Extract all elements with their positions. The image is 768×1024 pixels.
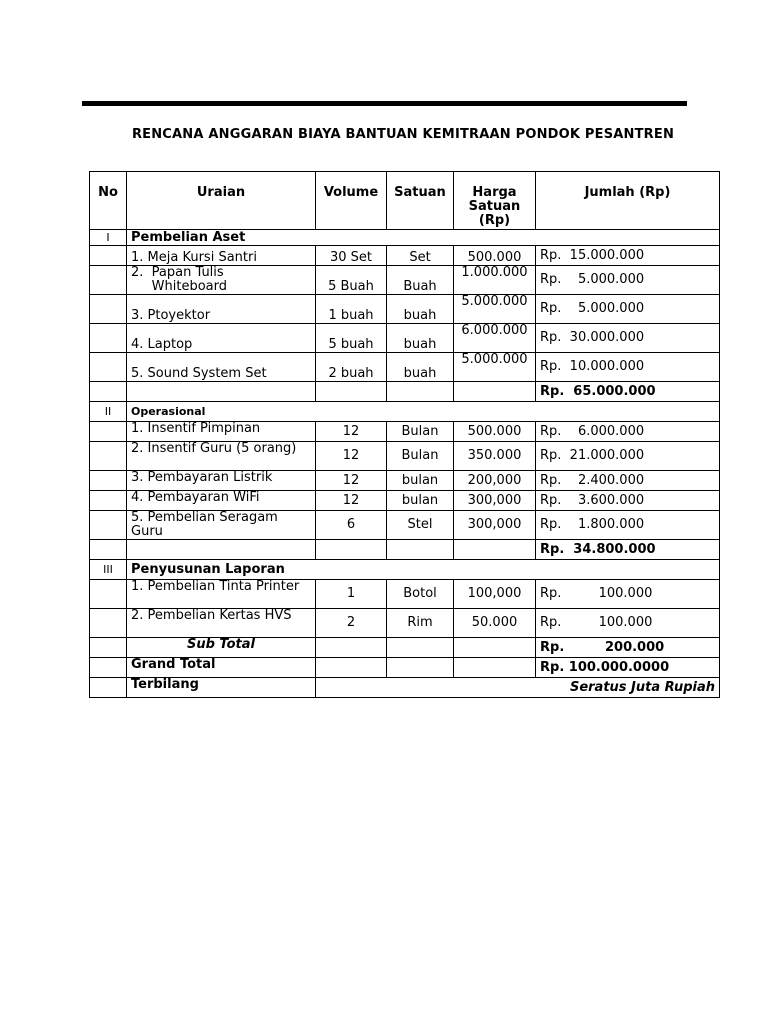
item-uraian: 2. Papan Tulis Whiteboard: [127, 266, 316, 295]
section-row: [90, 230, 720, 246]
table-row: [90, 511, 720, 540]
item-harga: 200,000: [454, 471, 536, 491]
item-satuan: Bulan: [387, 442, 454, 471]
item-satuan: buah: [387, 353, 454, 382]
item-volume: 12: [316, 491, 387, 511]
item-uraian: 5. Pembelian Seragam Guru: [127, 511, 316, 540]
item-harga: 500.000: [454, 246, 536, 266]
item-harga: 50.000: [454, 609, 536, 638]
section-name: Operasional: [127, 402, 720, 422]
grandtotal-value: Rp. 100.000.0000: [536, 658, 720, 678]
section-name: Penyusunan Laporan: [127, 560, 720, 580]
table-row: [90, 609, 720, 638]
header-volume: Volume: [316, 172, 387, 230]
subtotal-row: [90, 638, 720, 658]
item-uraian: 1. Meja Kursi Santri: [127, 246, 316, 266]
terbilang-value: Seratus Juta Rupiah: [316, 678, 720, 698]
item-jumlah: Rp. 6.000.000: [536, 422, 720, 442]
item-satuan: bulan: [387, 491, 454, 511]
item-satuan: Rim: [387, 609, 454, 638]
item-volume: 6: [316, 511, 387, 540]
item-jumlah: Rp. 21.000.000: [536, 442, 720, 471]
table-row: [90, 246, 720, 266]
item-volume: 12: [316, 471, 387, 491]
table-row: [90, 580, 720, 609]
item-volume: 1: [316, 580, 387, 609]
item-harga: 6.000.000: [454, 324, 536, 353]
item-uraian: 4. Pembayaran WiFi: [127, 491, 316, 511]
table-row: [90, 295, 720, 324]
section-name: Pembelian Aset: [127, 230, 720, 246]
section-no: I: [90, 230, 127, 246]
header-harga: Harga Satuan (Rp): [454, 172, 536, 230]
item-jumlah: Rp. 100.000: [536, 580, 720, 609]
item-satuan: Set: [387, 246, 454, 266]
item-jumlah: Rp. 100.000: [536, 609, 720, 638]
terbilang-label: Terbilang: [127, 678, 316, 698]
table-row: [90, 471, 720, 491]
table-row: [90, 353, 720, 382]
item-satuan: buah: [387, 295, 454, 324]
table-row: [90, 324, 720, 353]
section-total: Rp. 65.000.000: [536, 382, 720, 402]
item-volume: 12: [316, 442, 387, 471]
item-volume: 5 buah: [316, 324, 387, 353]
header-jumlah: Jumlah (Rp): [536, 172, 720, 230]
header-satuan: Satuan: [387, 172, 454, 230]
item-satuan: Botol: [387, 580, 454, 609]
item-harga: 350.000: [454, 442, 536, 471]
table-header-row: [90, 172, 720, 230]
header-uraian: Uraian: [127, 172, 316, 230]
item-harga: 5.000.000: [454, 353, 536, 382]
document-title: RENCANA ANGGARAN BIAYA BANTUAN KEMITRAAN PONDOK PESANTREN: [131, 127, 675, 142]
item-uraian: 5. Sound System Set: [127, 353, 316, 382]
item-uraian: 1. Insentif Pimpinan: [127, 422, 316, 442]
section-total-row: [90, 382, 720, 402]
item-volume: 1 buah: [316, 295, 387, 324]
item-volume: 2 buah: [316, 353, 387, 382]
item-uraian: 3. Ptoyektor: [127, 295, 316, 324]
section-no: II: [90, 402, 127, 422]
section-total: Rp. 34.800.000: [536, 540, 720, 560]
item-harga: 500.000: [454, 422, 536, 442]
item-satuan: buah: [387, 324, 454, 353]
item-harga: 300,000: [454, 511, 536, 540]
subtotal-value: Rp. 200.000: [536, 638, 720, 658]
item-uraian: 3. Pembayaran Listrik: [127, 471, 316, 491]
header-no: No: [90, 172, 127, 230]
item-satuan: Bulan: [387, 422, 454, 442]
table-row: [90, 266, 720, 295]
section-row: [90, 560, 720, 580]
item-harga: 1.000.000: [454, 266, 536, 295]
table-row: [90, 442, 720, 471]
section-row: [90, 402, 720, 422]
terbilang-row: [90, 678, 720, 698]
grandtotal-row: [90, 658, 720, 678]
item-jumlah: Rp. 5.000.000: [536, 266, 720, 295]
item-jumlah: Rp. 10.000.000: [536, 353, 720, 382]
item-satuan: Buah: [387, 266, 454, 295]
item-harga: 100,000: [454, 580, 536, 609]
item-uraian: 2. Insentif Guru (5 orang): [127, 442, 316, 471]
item-jumlah: Rp. 1.800.000: [536, 511, 720, 540]
top-rule: [82, 101, 687, 106]
table-row: [90, 422, 720, 442]
item-jumlah: Rp. 30.000.000: [536, 324, 720, 353]
table-row: [90, 491, 720, 511]
section-total-row: [90, 540, 720, 560]
item-jumlah: Rp. 3.600.000: [536, 491, 720, 511]
item-harga: 300,000: [454, 491, 536, 511]
item-uraian: 4. Laptop: [127, 324, 316, 353]
item-uraian: 2. Pembelian Kertas HVS: [127, 609, 316, 638]
subtotal-label: Sub Total: [127, 638, 316, 658]
section-no: III: [90, 560, 127, 580]
item-volume: 30 Set: [316, 246, 387, 266]
item-jumlah: Rp. 2.400.000: [536, 471, 720, 491]
item-uraian: 1. Pembelian Tinta Printer: [127, 580, 316, 609]
item-jumlah: Rp. 15.000.000: [536, 246, 720, 266]
item-jumlah: Rp. 5.000.000: [536, 295, 720, 324]
budget-table: [89, 171, 720, 698]
item-volume: 12: [316, 422, 387, 442]
item-volume: 2: [316, 609, 387, 638]
grandtotal-label: Grand Total: [127, 658, 316, 678]
item-satuan: bulan: [387, 471, 454, 491]
item-satuan: Stel: [387, 511, 454, 540]
item-harga: 5.000.000: [454, 295, 536, 324]
item-volume: 5 Buah: [316, 266, 387, 295]
